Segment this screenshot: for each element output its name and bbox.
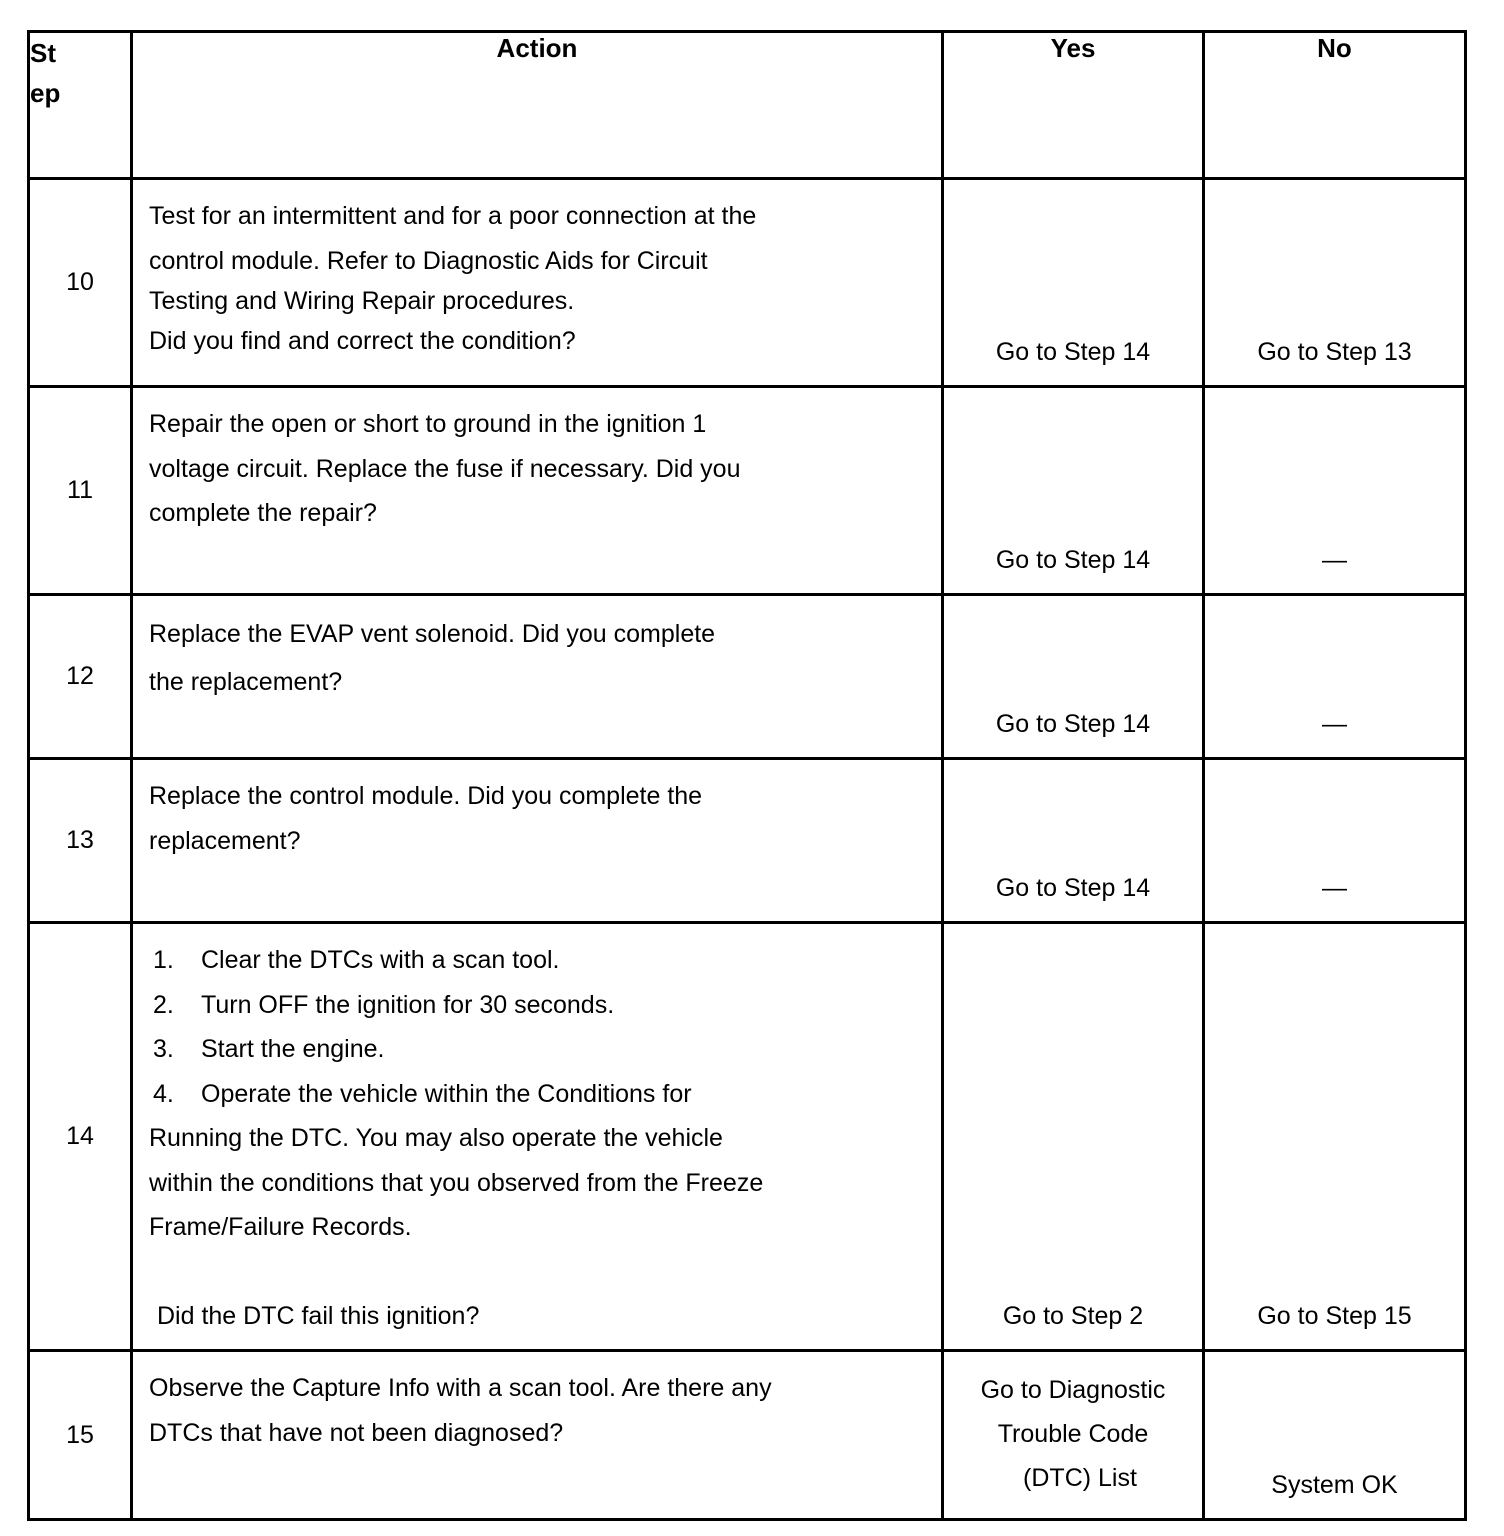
yes-cell: Go to Step 14 <box>943 759 1204 923</box>
table-row <box>29 595 1466 759</box>
action-line: replacement? <box>149 826 301 855</box>
yes-cell: Go to Step 2 <box>943 923 1204 1351</box>
action-line: DTCs that have not been diagnosed? <box>149 1418 564 1447</box>
action-cell <box>132 179 943 387</box>
action-line: Repair the open or short to ground in the ignition 1 <box>149 410 707 438</box>
action-line: within the conditions that you observed from the Freeze <box>149 1168 764 1197</box>
header-yes: Yes <box>943 32 1204 179</box>
diagnostic-table <box>27 30 1467 1521</box>
header-action: Action <box>132 32 943 179</box>
action-line: Test for an intermittent and for a poor connection at the <box>149 202 757 230</box>
step-number: 15 <box>29 1351 132 1520</box>
step-number: 12 <box>29 595 132 759</box>
yes-cell: Go to Diagnostic Trouble Code (DTC) List <box>943 1351 1204 1520</box>
step-number: 10 <box>29 179 132 387</box>
action-line: Testing and Wiring Repair procedures. <box>149 287 575 315</box>
table-row <box>29 923 1466 1351</box>
step-number: 13 <box>29 759 132 923</box>
action-line: complete the repair? <box>149 499 377 527</box>
action-line: Did you find and correct the condition? <box>149 327 576 355</box>
no-cell: — <box>1204 595 1466 759</box>
action-cell <box>132 387 943 595</box>
table-row <box>29 179 1466 387</box>
list-item: 2. Turn OFF the ignition for 30 seconds. <box>153 990 615 1019</box>
list-item: 3. Start the engine. <box>153 1035 385 1063</box>
no-cell: Go to Step 13 <box>1204 179 1466 387</box>
no-cell: — <box>1204 387 1466 595</box>
no-cell: Go to Step 15 <box>1204 923 1466 1351</box>
action-line: Observe the Capture Info with a scan tool. Are there any <box>149 1374 772 1402</box>
header-no: No <box>1204 32 1466 179</box>
action-question: Did the DTC fail this ignition? <box>157 1302 480 1330</box>
action-cell <box>132 923 943 1351</box>
action-line: Frame/Failure Records. <box>149 1213 412 1241</box>
table-row <box>29 759 1466 923</box>
action-line: control module. Refer to Diagnostic Aids for Circuit <box>149 246 708 275</box>
action-line: Replace the control module. Did you complete the <box>149 782 703 810</box>
action-cell <box>132 1351 943 1520</box>
yes-cell: Go to Step 14 <box>943 595 1204 759</box>
table-row <box>29 387 1466 595</box>
action-cell <box>132 595 943 759</box>
no-cell: System OK <box>1204 1351 1466 1520</box>
step-number: 11 <box>29 387 132 595</box>
list-item: 1. Clear the DTCs with a scan tool. <box>153 946 560 974</box>
no-cell: — <box>1204 759 1466 923</box>
list-item: 4. Operate the vehicle within the Conditions for <box>153 1079 692 1108</box>
action-line: voltage circuit. Replace the fuse if necessary. Did you <box>149 454 741 483</box>
yes-cell: Go to Step 14 <box>943 179 1204 387</box>
action-line: Replace the EVAP vent solenoid. Did you complete <box>149 620 716 648</box>
step-number: 14 <box>29 923 132 1351</box>
header-row <box>29 32 1466 179</box>
yes-cell: Go to Step 14 <box>943 387 1204 595</box>
table-row <box>29 1351 1466 1520</box>
header-step: St ep <box>29 32 132 179</box>
action-line: the replacement? <box>149 668 343 696</box>
action-line: Running the DTC. You may also operate the vehicle <box>149 1124 723 1152</box>
action-cell <box>132 759 943 923</box>
